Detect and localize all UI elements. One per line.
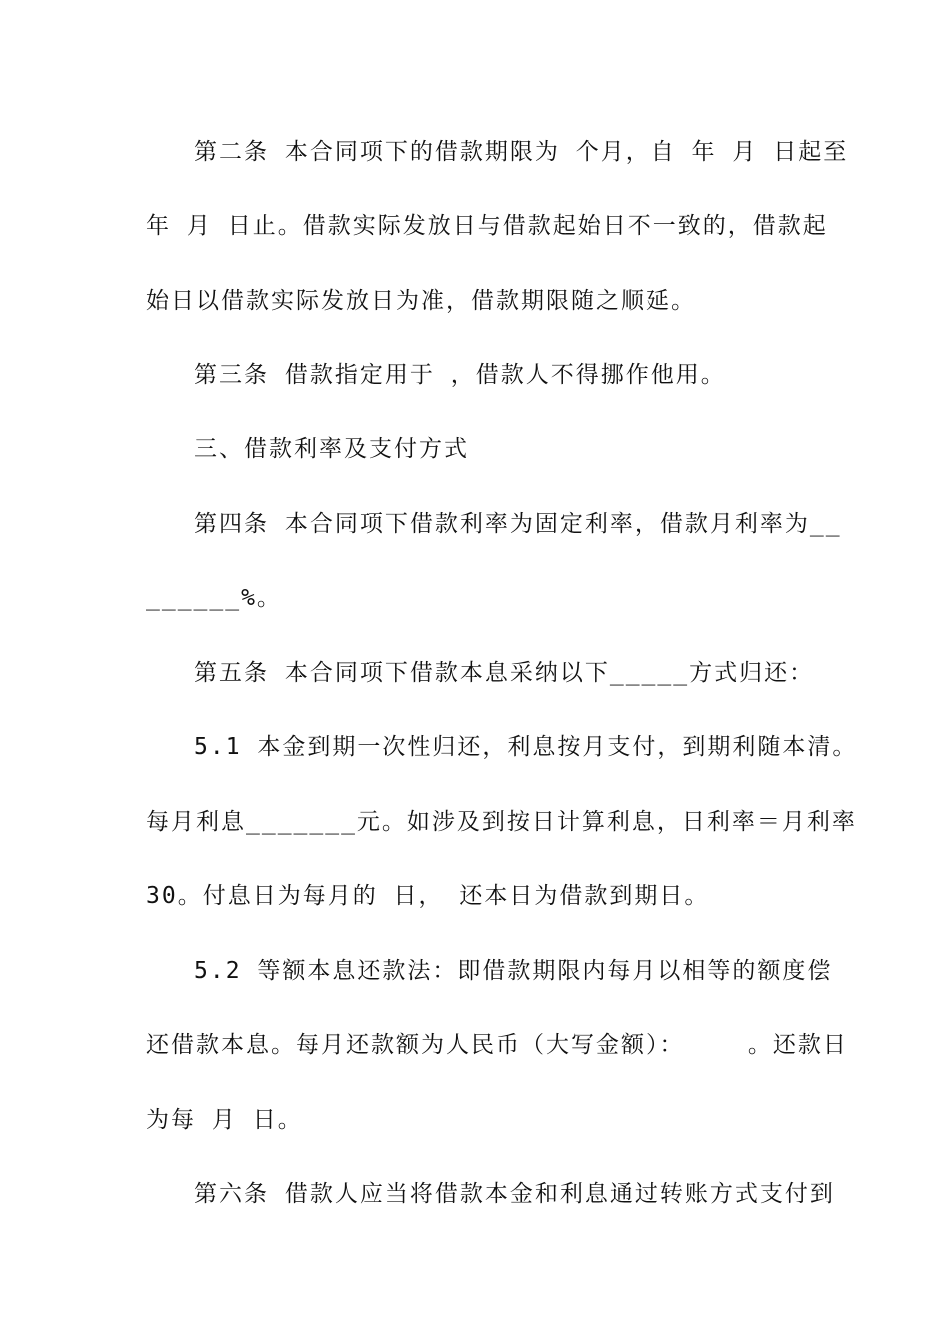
clause-5-1-line-1: 5.1 本金到期一次性归还，利息按月支付，到期利随本清。 — [194, 734, 858, 760]
article-2-line-3: 始日以借款实际发放日为准，借款期限随之顺延。 — [146, 288, 696, 314]
article-4-line-2: ______%。 — [146, 585, 282, 611]
clause-5-2-line-1: 5.2 等额本息还款法：即借款期限内每月以相等的额度偿 — [194, 958, 833, 984]
article-5-line: 第五条 本合同项下借款本息采纳以下_____方式归还： — [194, 660, 815, 686]
article-4-line-1: 第四条 本合同项下借款利率为固定利率，借款月利率为__ — [194, 511, 842, 537]
article-6-line-1: 第六条 借款人应当将借款本金和利息通过转账方式支付到 — [194, 1181, 835, 1207]
clause-5-1-line-3: 30。付息日为每月的 日， 还本日为借款到期日。 — [146, 883, 710, 909]
clause-5-1-line-2: 每月利息_______元。如涉及到按日计算利息，日利率＝月利率 — [146, 809, 857, 835]
clause-5-2-line-3: 为每 月 日。 — [146, 1107, 303, 1133]
article-2-line-2: 年 月 日止。借款实际发放日与借款起始日不一致的，借款起 — [146, 213, 828, 239]
article-3-line: 第三条 借款指定用于 ，借款人不得挪作他用。 — [194, 362, 726, 388]
section-3-heading: 三、借款利率及支付方式 — [194, 436, 469, 462]
clause-5-2-line-2: 还借款本息。每月还款额为人民币（大写金额）： 。还款日 — [146, 1032, 848, 1058]
article-2-line-1: 第二条 本合同项下的借款期限为 个月，自 年 月 日起至 — [194, 139, 849, 165]
